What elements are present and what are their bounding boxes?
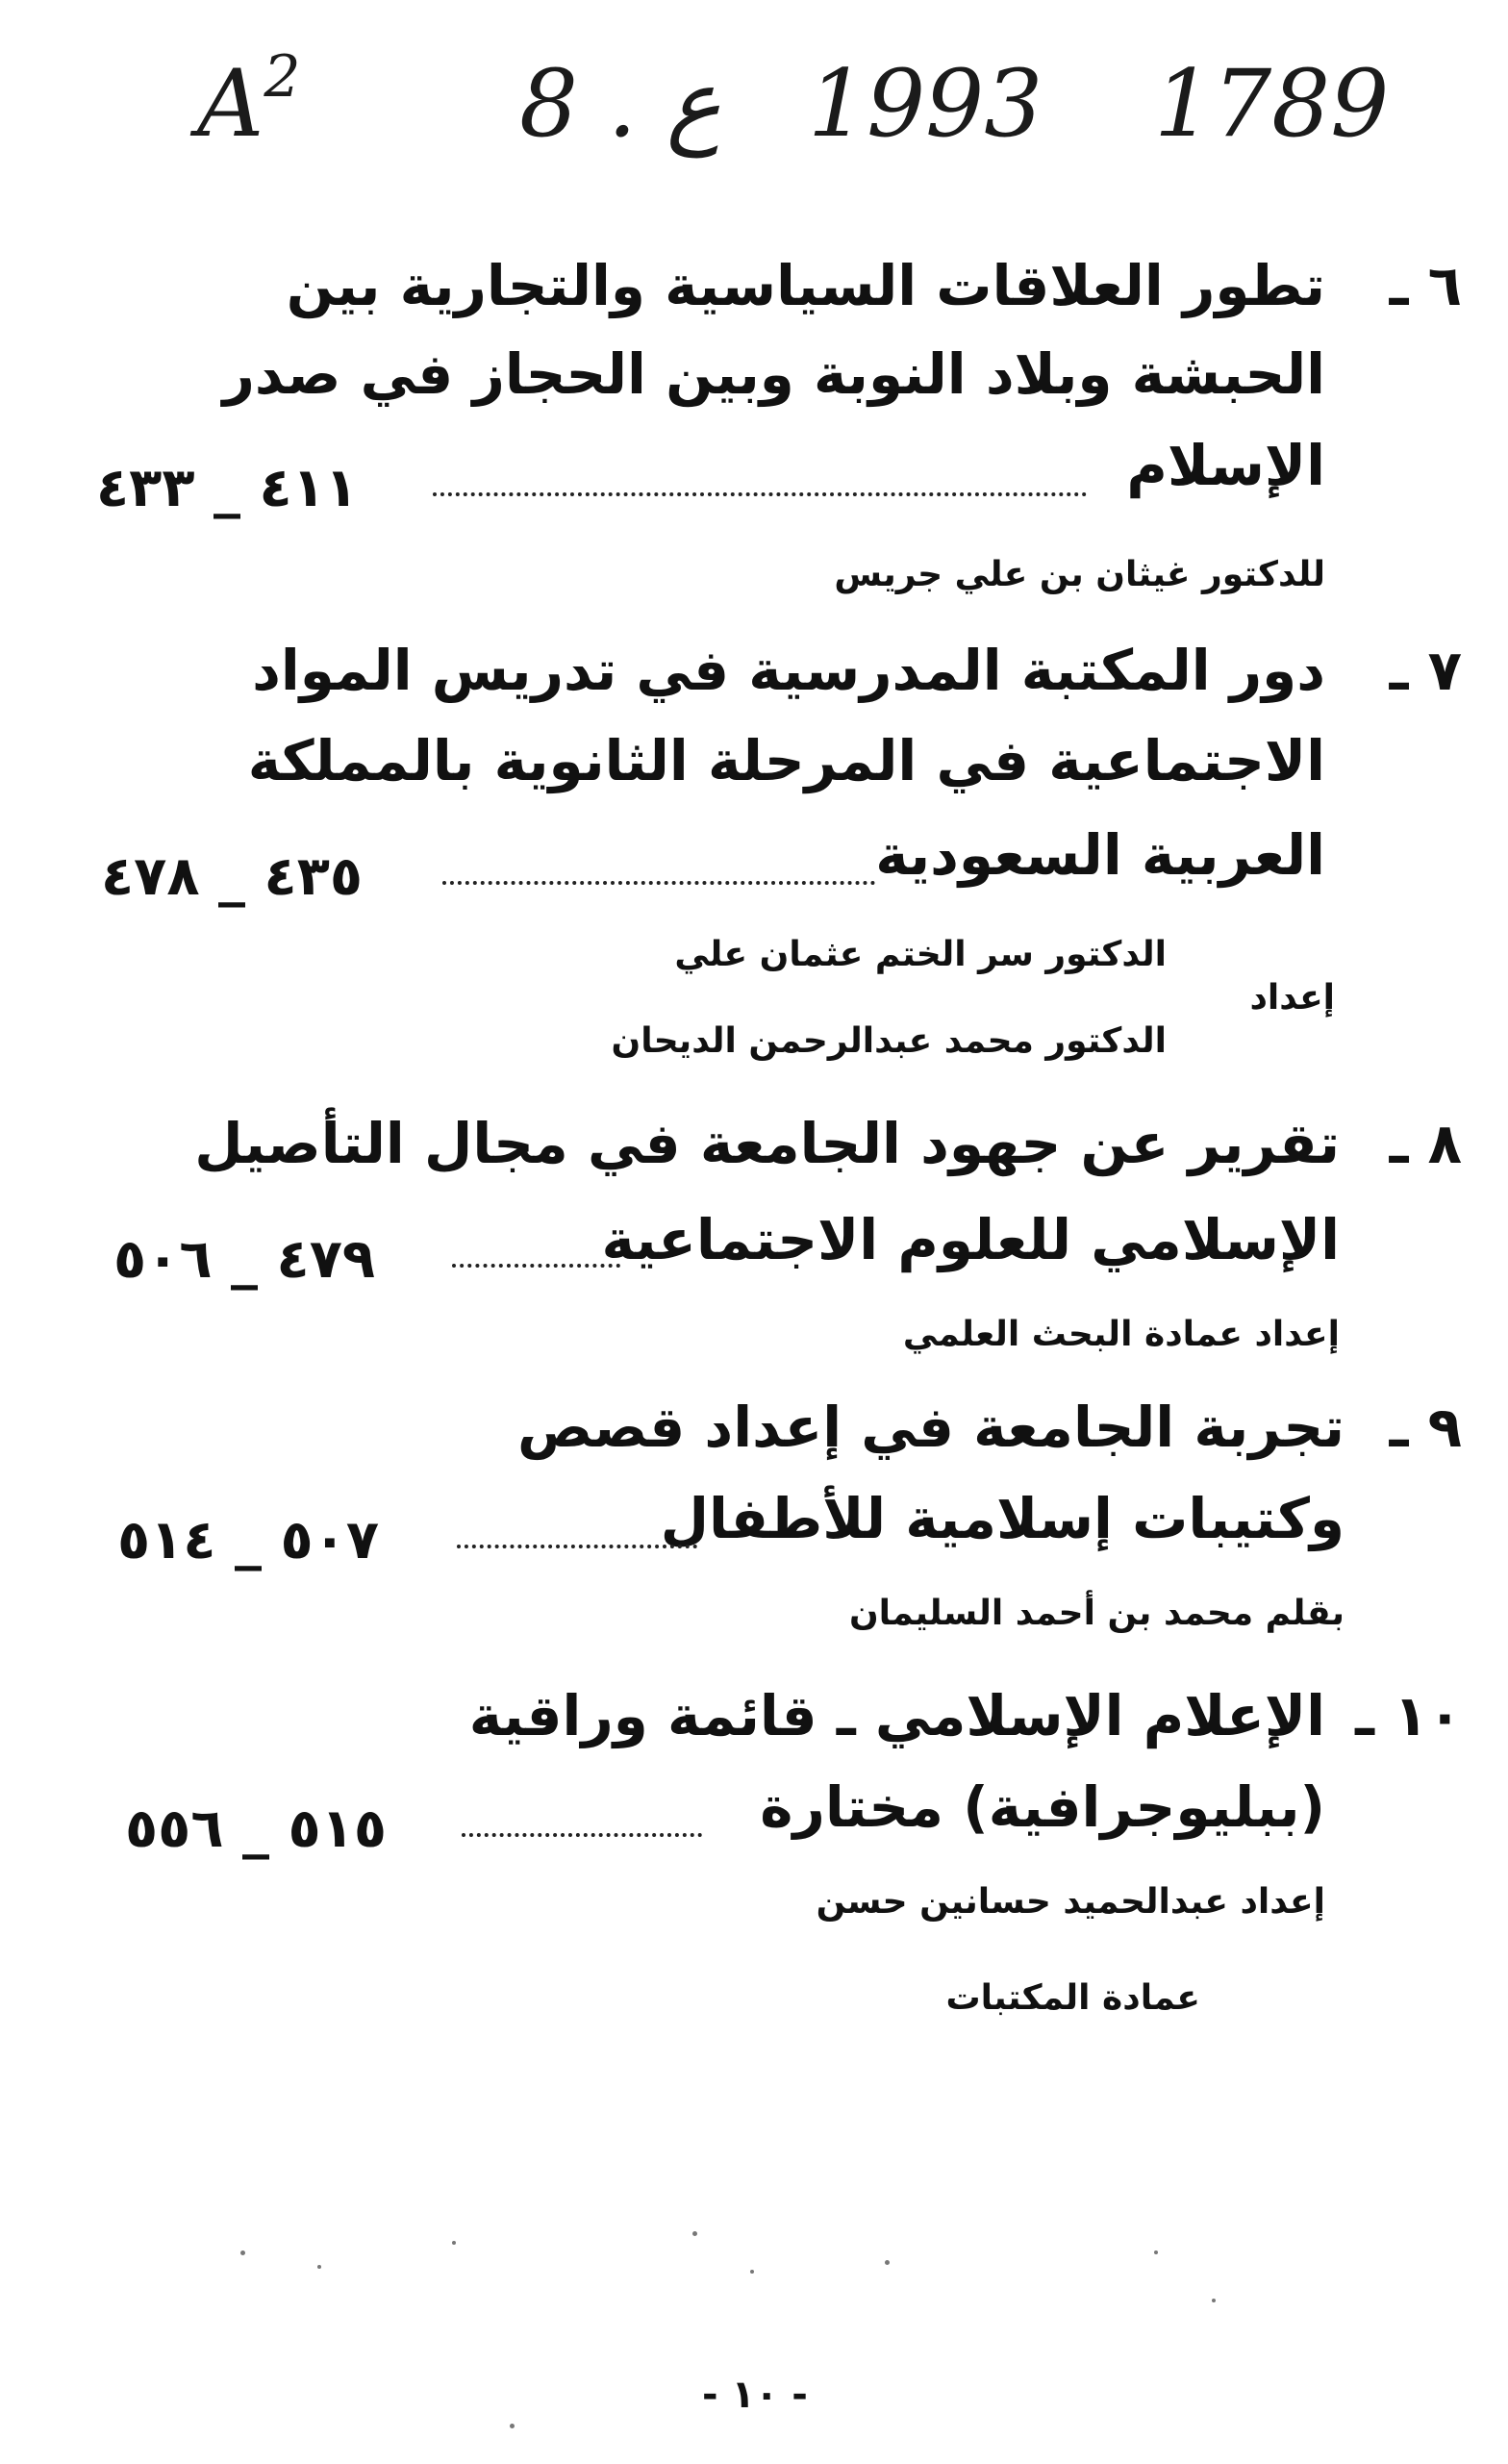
- entry-9-author: بقلم محمد بن أحمد السليمان: [848, 1594, 1345, 1633]
- scan-speck: [1212, 2299, 1216, 2302]
- entry-9-pages: ٥٠٧ _ ٥١٤: [117, 1509, 380, 1571]
- entry-8-title-line-2: الإسلامي للعلوم الاجتماعية: [601, 1207, 1340, 1272]
- handwritten-ref-sup: 2: [264, 43, 301, 111]
- entry-6-title-line-1: تطور العلاقات السياسية والتجارية بين: [286, 253, 1325, 318]
- entry-7-leader-dots: [442, 877, 875, 885]
- entry-7-pages: ٤٣٥ _ ٤٧٨: [101, 845, 364, 908]
- entry-10-author-1: إعداد عبدالحميد حسانين حسن: [816, 1882, 1325, 1922]
- entry-9-title-line-1: تجربة الجامعة في إعداد قصص: [516, 1395, 1345, 1460]
- handwritten-ref: [197, 43, 301, 192]
- entry-7-title-line-3: العربية السعودية: [875, 822, 1325, 888]
- entry-7-author-1: الدكتور سر الختم عثمان علي: [674, 935, 1167, 974]
- handwritten-ref-letter: A: [197, 50, 264, 158]
- entry-9-leader-dots: [457, 1541, 697, 1548]
- entry-7-prep-label: إعداد: [1249, 978, 1335, 1018]
- entry-10-author-2: عمادة المكتبات: [945, 1978, 1200, 2018]
- scan-speck: [885, 2260, 890, 2265]
- entry-7-title-line-2: الاجتماعية في المرحلة الثانوية بالمملكة: [247, 728, 1325, 793]
- scan-speck: [452, 2241, 456, 2245]
- handwritten-number: 1789: [1154, 50, 1390, 158]
- entry-7-number: ٧ ـ: [1389, 638, 1462, 703]
- entry-6-author: للدكتور غيثان بن علي جريس: [834, 555, 1325, 594]
- entry-9-number: ٩ ـ: [1389, 1395, 1462, 1460]
- entry-7-title-line-1: دور المكتبة المدرسية في تدريس المواد: [252, 638, 1325, 703]
- entry-8-leader-dots: [452, 1260, 620, 1268]
- scan-speck: [240, 2250, 245, 2255]
- scan-speck: [692, 2231, 697, 2236]
- entry-10-pages: ٥١٥ _ ٥٥٦: [125, 1798, 388, 1860]
- scan-speck: [317, 2265, 321, 2269]
- entry-8-pages: ٤٧٩ _ ٥٠٦: [113, 1228, 376, 1291]
- entry-6-number: ٦ ـ: [1389, 253, 1462, 318]
- handwritten-code: 8 . ع: [519, 50, 721, 158]
- entry-7-author-2: الدكتور محمد عبدالرحمن الديحان: [611, 1021, 1167, 1061]
- entry-8-number: ٨ ـ: [1389, 1111, 1462, 1176]
- entry-6-title-line-2: الحبشة وبلاد النوبة وبين الحجاز في صدر: [222, 341, 1325, 407]
- handwritten-year: 1993: [808, 50, 1043, 158]
- scan-speck: [1154, 2250, 1158, 2254]
- entry-6-pages: ٤١١ _ ٤٣٣: [96, 457, 359, 519]
- scan-speck: [510, 2424, 515, 2428]
- entry-8-title-line-1: تقرير عن جهود الجامعة في مجال التأصيل: [194, 1111, 1340, 1176]
- entry-10-leader-dots: [462, 1829, 702, 1837]
- page-number: - ١٠ -: [702, 2373, 808, 2417]
- entry-10-title-line-2: (ببليوجرافية) مختارة: [760, 1774, 1325, 1840]
- entry-6-leader-dots: [433, 489, 1087, 496]
- entry-8-author: إعداد عمادة البحث العلمي: [902, 1315, 1340, 1354]
- entry-10-title-line-1: الإعلام الإسلامي ـ قائمة وراقية: [468, 1683, 1325, 1748]
- entry-10-number: ١٠ ـ: [1355, 1683, 1462, 1748]
- entry-6-title-line-3: الإسلام: [1126, 433, 1325, 498]
- scan-speck: [750, 2270, 754, 2274]
- entry-9-title-line-2: وكتيبات إسلامية للأطفال: [660, 1486, 1345, 1551]
